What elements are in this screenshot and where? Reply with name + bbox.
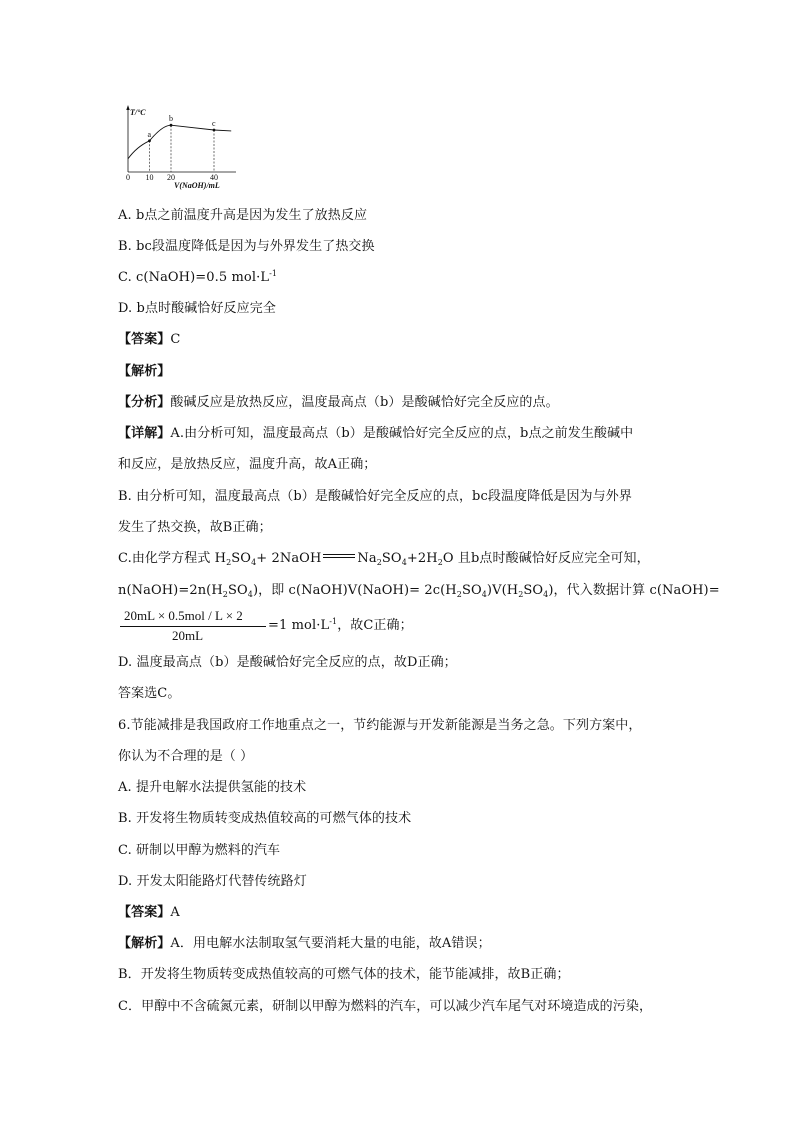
sub: 2 <box>376 558 382 567</box>
sub: 2 <box>226 558 232 567</box>
fenxi-text: 酸碱反应是放热反应，温度最高点（b）是酸碱恰好完全反应的点。 <box>170 395 559 410</box>
x-tick-label: 0 <box>126 173 130 182</box>
fraction-numerator: 20mL × 0.5mol / L × 2 <box>124 608 243 623</box>
point-a <box>148 139 151 142</box>
y-axis-label: T/°C <box>130 108 146 117</box>
q5-xiangjie-2: 和反应，是放热反应，温度升高，故A正确； <box>118 457 377 472</box>
t: )V(H <box>486 583 519 598</box>
t: SO <box>227 583 248 598</box>
q5-option-c <box>118 270 678 286</box>
point-label-b: b <box>169 114 173 124</box>
q5-explain-c-1 <box>118 551 678 567</box>
q6-option-b: B. 开发将生物质转变成热值较高的可燃气体的技术 <box>118 811 412 826</box>
temperature-curve <box>128 125 231 159</box>
sup: -1 <box>269 269 278 278</box>
fenxi-tag: 【分析】 <box>118 395 171 410</box>
q6-answer <box>118 905 678 921</box>
q5-option-a: A. b点之前温度升高是因为发生了放热反应 <box>118 208 368 223</box>
xiangjie-tag: 【详解】 <box>118 426 171 441</box>
q5-option-c-text: C. c(NaOH)=0.5 mol·L <box>118 270 270 285</box>
q5-option-b: B. bc段温度降低是因为与外界发生了热交换 <box>118 239 375 254</box>
q5-explain-c-2 <box>118 583 720 599</box>
fraction-expression <box>118 608 278 644</box>
q6-option-a: A. 提升电解水法提供氢能的技术 <box>118 780 307 795</box>
sub: 4 <box>251 558 257 567</box>
x-axis-label: V(NaOH)/mL <box>174 181 220 190</box>
t: SO <box>523 583 544 598</box>
q6-stem-2: 你认为不合理的是（ ） <box>118 749 254 764</box>
equals-sign <box>323 554 355 558</box>
t: SO <box>461 583 482 598</box>
q5-explain-b-2: 发生了热交换，故B正确； <box>118 520 272 535</box>
jiexi-tag: 【解析】 <box>118 936 171 951</box>
q6-explain-b: B．开发将生物质转变成热值较高的可燃气体的技术，能节能减排，故B正确； <box>118 967 570 982</box>
q5-xiangjie-1 <box>118 426 678 442</box>
sub: 2 <box>456 590 462 599</box>
answer-tag: 【答案】 <box>118 332 171 347</box>
t: )，代入数据计算 c(NaOH)= <box>548 583 720 598</box>
t: ，故C正确； <box>337 618 413 633</box>
q6-explain-a <box>118 936 678 952</box>
sub: 4 <box>543 590 549 599</box>
q5-fenxi <box>118 395 678 411</box>
x-tick-label: 20 <box>167 173 175 182</box>
t: )，即 c(NaOH)V(NaOH)= 2c(H <box>252 583 457 598</box>
q5-answer <box>118 332 678 348</box>
temperature-volume-graph <box>118 100 248 192</box>
x-tick-label: 40 <box>210 173 218 182</box>
fraction-bar <box>120 626 266 627</box>
q5-analysis-heading: 【解析】 <box>118 364 171 379</box>
q6-option-d: D. 开发太阳能路灯代替传统路灯 <box>118 874 307 889</box>
explain-text: A．用电解水法制取氢气要消耗大量的电能，故A错误； <box>170 936 491 951</box>
q5-explain-b-1: B. 由分析可知，温度最高点（b）是酸碱恰好完全反应的点，bc段温度降低是因为与外界 <box>118 489 632 504</box>
sub: 2 <box>437 558 443 567</box>
fraction-denominator: 20mL <box>172 628 204 643</box>
q6-explain-c: C．甲醇中不含硫氮元素，研制以甲醇为燃料的汽车，可以减少汽车尾气对环境造成的污染， <box>118 999 653 1014</box>
sup: -1 <box>329 617 338 626</box>
sub: 2 <box>518 590 524 599</box>
t: + 2NaOH <box>256 551 322 566</box>
point-label-a: a <box>147 129 152 139</box>
point-b <box>170 124 173 127</box>
q6-stem-1: 6.节能减排是我国政府工作地重点之一，节约能源与开发新能源是当务之急。下列方案中， <box>118 718 642 733</box>
t: SO <box>231 551 252 566</box>
t: O 且b点时酸碱恰好反应完全可知， <box>442 551 650 566</box>
answer-tag: 【答案】 <box>118 905 171 920</box>
sub: 2 <box>222 590 228 599</box>
t: n(NaOH)=2n(H <box>118 583 223 598</box>
q6-option-c: C. 研制以甲醇为燃料的汽车 <box>118 843 281 858</box>
sub: 4 <box>401 558 407 567</box>
t: =1 mol·L <box>268 618 330 633</box>
q5-option-d: D. b点时酸碱恰好反应完全 <box>118 301 276 316</box>
xiangjie-text: A.由分析可知，温度最高点（b）是酸碱恰好完全反应的点，b点之前发生酸碱中 <box>170 426 634 441</box>
x-tick-label: 10 <box>145 173 154 182</box>
t: C.由化学方程式 H <box>118 551 227 566</box>
t: +2H <box>406 551 438 566</box>
point-label-c: c <box>212 119 216 128</box>
t: Na <box>357 551 377 566</box>
point-c <box>213 129 216 132</box>
fraction-result <box>268 618 568 634</box>
q5-conclusion: 答案选C。 <box>118 686 181 701</box>
sub: 4 <box>481 590 487 599</box>
sub: 4 <box>247 590 253 599</box>
t: SO <box>381 551 402 566</box>
answer-value: A <box>170 905 180 920</box>
answer-value: C <box>170 332 181 347</box>
q5-explain-d: D. 温度最高点（b）是酸碱恰好完全反应的点，故D正确； <box>118 655 457 670</box>
